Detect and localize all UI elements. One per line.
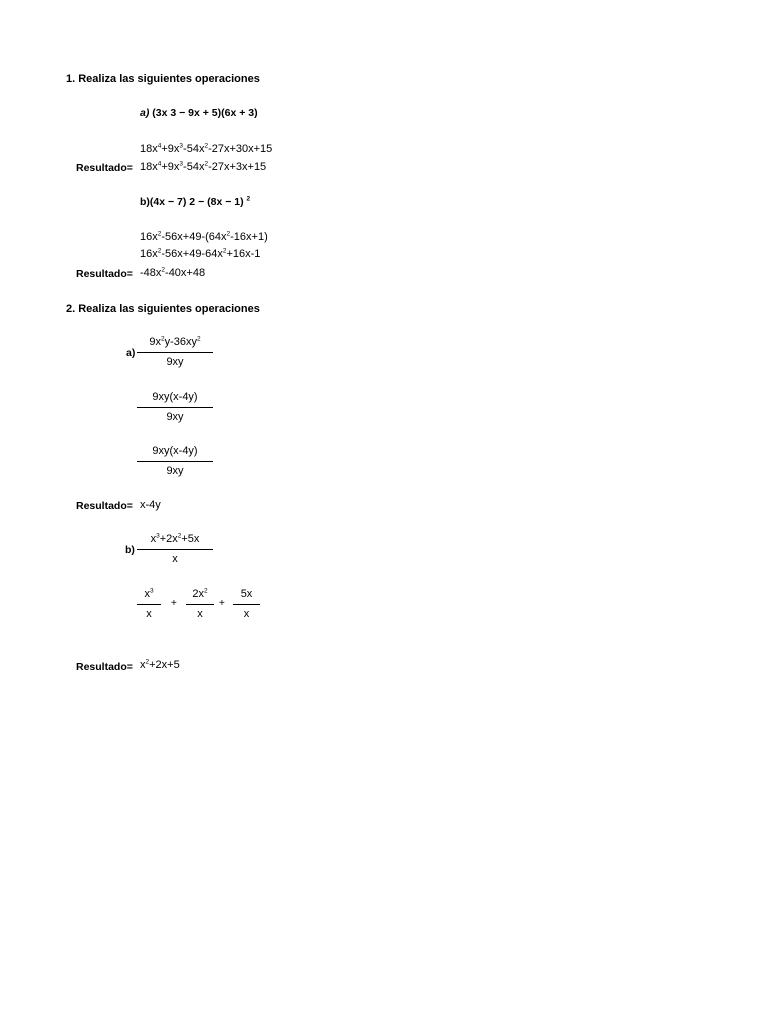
fraction-bar	[137, 604, 161, 605]
fraction-bar	[137, 549, 213, 550]
fraction-bar	[233, 604, 260, 605]
fraction-denominator: 9xy	[166, 356, 184, 368]
result-label-2b: Resultado=	[76, 661, 133, 673]
fraction-numerator: 9xy(x-4y)	[152, 445, 198, 457]
fraction-2a-simplified	[137, 445, 213, 478]
problem-2b-letter: b)	[125, 544, 135, 556]
fraction-denominator: x	[172, 553, 178, 565]
problem-1a	[140, 108, 258, 119]
section1-heading: 1. Realiza las siguientes operaciones	[66, 73, 260, 85]
fraction-numerator: $2x^2$	[192, 587, 208, 600]
problem-2a-letter: a)	[126, 347, 136, 359]
problem-1a-expression: (3x 3 − 9x + 5)(6x + 3)	[152, 107, 258, 119]
plus-sign: +	[219, 598, 225, 609]
fraction-numerator: 9xy(x-4y)	[152, 391, 198, 403]
fraction-denominator: x	[146, 608, 152, 620]
fraction-2b-term1	[137, 588, 161, 621]
fraction-denominator: 9xy	[166, 465, 184, 477]
problem-1b-expression: b)(4x − 7) 2 − (8x − 1)	[140, 196, 244, 208]
fraction-numerator: $x^3+2x^2+5x$	[150, 532, 200, 545]
fraction-2a-factored	[137, 391, 213, 424]
fraction-2a-original	[137, 336, 213, 369]
problem-1b-exponent: 2	[246, 195, 251, 203]
fraction-denominator: 9xy	[166, 411, 184, 423]
result-1b: $-48x^2-40x+48$	[140, 266, 206, 279]
result-2a: x-4y	[140, 499, 161, 511]
result-1a: $18x^4+9x^3-54x^2-27x+3x+15$	[140, 160, 267, 173]
fraction-bar	[137, 352, 213, 353]
problem-1b-step1: $16x^2-56x+49-(64x^2-16x+1)$	[140, 230, 268, 243]
result-2b: $x^2+2x+5$	[140, 658, 180, 671]
plus-sign: +	[171, 598, 177, 609]
fraction-bar	[137, 461, 213, 462]
fraction-2b-term3	[233, 588, 260, 621]
problem-1b	[140, 197, 250, 208]
result-label-1a: Resultado=	[76, 162, 133, 174]
result-label-2a: Resultado=	[76, 500, 133, 512]
fraction-denominator: x	[197, 608, 203, 620]
fraction-2b-original	[137, 533, 213, 566]
problem-1b-step2: $16x^2-56x+49-64x^2+16x-1$	[140, 247, 261, 260]
fraction-numerator: $9x^2y-36xy^2$	[149, 335, 201, 348]
problem-1a-step1: $18x^4+9x^3-54x^2-27x+30x+15$	[140, 142, 273, 155]
fraction-bar	[186, 604, 214, 605]
result-label-1b: Resultado=	[76, 268, 133, 280]
fraction-denominator: x	[243, 608, 250, 620]
fraction-numerator: $x^3$	[144, 587, 154, 600]
fraction-numerator: 5x	[240, 588, 253, 600]
fraction-bar	[137, 407, 213, 408]
section2-heading: 2. Realiza las siguientes operaciones	[66, 303, 260, 315]
fraction-2b-term2	[186, 588, 214, 621]
problem-1a-letter: a)	[140, 107, 150, 119]
